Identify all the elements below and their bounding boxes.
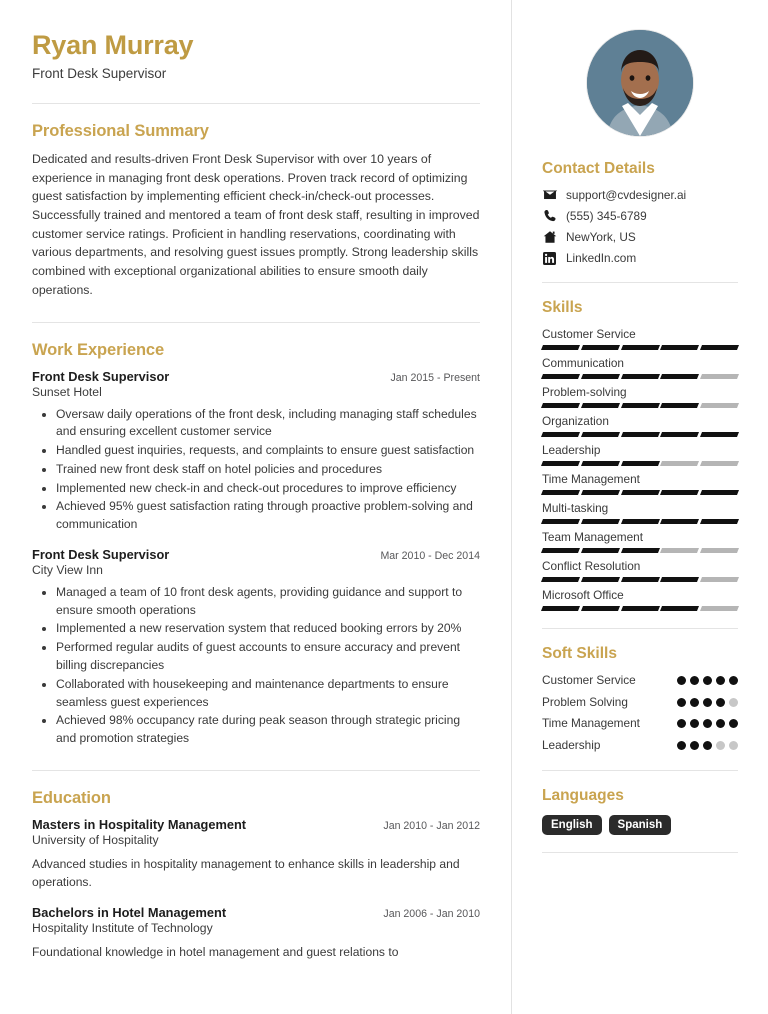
sidebar	[512, 0, 768, 1014]
section-education	[32, 789, 480, 962]
skill-segment	[581, 490, 620, 495]
skill-segment	[621, 548, 660, 553]
section-work-experience	[32, 341, 480, 748]
job-bullet: • Implemented new check-in and check-out procedures to improve efficiency	[56, 480, 480, 498]
skill-segment	[541, 519, 580, 524]
skill-segment	[700, 374, 739, 379]
soft-skill-item	[542, 695, 738, 710]
skill-bar	[542, 490, 738, 495]
rating-dot	[716, 698, 725, 707]
education-header	[32, 905, 480, 920]
skill-segment	[700, 490, 739, 495]
skill-segment	[541, 432, 580, 437]
divider	[542, 852, 738, 853]
rating-dot	[729, 741, 738, 750]
divider	[32, 770, 480, 771]
skill-segment	[660, 403, 699, 408]
soft-skill-item	[542, 716, 738, 731]
skill-bar	[542, 519, 738, 524]
contact-list	[542, 188, 738, 265]
skill-segment	[581, 548, 620, 553]
skill-segment	[660, 461, 699, 466]
section-soft-skills	[542, 645, 738, 753]
contact-row[interactable]	[542, 188, 738, 202]
job-title: Front Desk Supervisor	[32, 368, 170, 384]
skill-segment	[660, 606, 699, 611]
job-bullet: • Achieved 98% occupancy rate during peak season through strategic pricing and promotion strategies	[56, 712, 480, 748]
skill-label: Conflict Resolution	[542, 559, 641, 573]
rating-dot	[690, 719, 699, 728]
skill-segment	[581, 519, 620, 524]
skill-item	[542, 414, 738, 437]
skill-segment	[541, 548, 580, 553]
skill-item	[542, 443, 738, 466]
skill-label: Communication	[542, 356, 624, 370]
soft-skill-rating	[677, 719, 738, 728]
skill-label: Multi-tasking	[542, 501, 609, 515]
education-school: Hospitality Institute of Technology	[32, 921, 213, 936]
education-description: Advanced studies in hospitality management to enhance skills in leadership and operations.	[32, 856, 460, 889]
section-title-skills: Skills	[542, 299, 583, 316]
skill-bar	[542, 577, 738, 582]
page-title: Ryan Murray	[32, 30, 194, 60]
divider	[32, 322, 480, 323]
skill-item	[542, 559, 738, 582]
skill-item	[542, 501, 738, 524]
home-icon	[542, 230, 557, 244]
skill-label: Problem-solving	[542, 385, 627, 399]
skill-item	[542, 385, 738, 408]
skill-segment	[700, 403, 739, 408]
rating-dot	[677, 698, 686, 707]
job-bullets	[32, 584, 480, 748]
job-bullet: • Oversaw daily operations of the front desk, including managing staff schedules and ensuring excellent customer service	[56, 406, 480, 442]
job-organization: Sunset Hotel	[32, 384, 102, 399]
skill-segment	[621, 577, 660, 582]
rating-dot	[677, 676, 686, 685]
skill-segment	[541, 461, 580, 466]
job-list	[32, 369, 480, 748]
skill-label: Team Management	[542, 530, 643, 544]
section-title-education: Education	[32, 788, 111, 807]
skill-segment	[700, 577, 739, 582]
section-title-contact: Contact Details	[542, 160, 655, 177]
skill-segment	[621, 461, 660, 466]
skill-segment	[700, 606, 739, 611]
education-date: Jan 2010 - Jan 2012	[383, 819, 480, 832]
education-entry	[32, 905, 480, 962]
soft-skill-label: Customer Service	[542, 673, 636, 687]
soft-skill-rating	[677, 741, 738, 750]
job-date: Mar 2010 - Dec 2014	[380, 549, 480, 562]
rating-dot	[716, 676, 725, 685]
section-title-soft-skills: Soft Skills	[542, 645, 617, 662]
soft-skill-label: Leadership	[542, 738, 601, 753]
skill-segment	[660, 577, 699, 582]
avatar	[587, 30, 693, 136]
skill-segment	[621, 606, 660, 611]
education-header	[32, 817, 480, 832]
skill-item	[542, 530, 738, 553]
job-header	[32, 369, 480, 384]
skill-segment	[621, 519, 660, 524]
skill-bar	[542, 403, 738, 408]
section-title-languages: Languages	[542, 786, 624, 804]
soft-skill-item	[542, 673, 738, 688]
contact-row[interactable]	[542, 209, 738, 223]
divider	[542, 282, 738, 283]
contact-value: NewYork, US	[566, 230, 636, 244]
skill-segment	[660, 345, 699, 350]
rating-dot	[690, 698, 699, 707]
language-list	[542, 815, 738, 835]
rating-dot	[716, 719, 725, 728]
skill-segment	[581, 374, 620, 379]
education-list	[32, 817, 480, 962]
skill-segment	[541, 577, 580, 582]
job-entry	[32, 369, 480, 534]
rating-dot	[729, 676, 738, 685]
language-pill: Spanish	[609, 815, 672, 835]
rating-dot	[703, 719, 712, 728]
skill-item	[542, 588, 738, 611]
job-date: Jan 2015 - Present	[390, 371, 480, 384]
skill-segment	[541, 403, 580, 408]
envelope-icon	[542, 188, 557, 202]
skill-segment	[541, 374, 580, 379]
skill-segment	[700, 519, 739, 524]
column-divider	[511, 0, 512, 1014]
education-school: University of Hospitality	[32, 832, 159, 847]
job-entry	[32, 547, 480, 748]
skill-label: Time Management	[542, 472, 640, 486]
education-description: Foundational knowledge in hotel management and guest relations to	[32, 945, 399, 960]
job-bullets	[32, 406, 480, 534]
skill-segment	[700, 345, 739, 350]
section-professional-summary	[32, 122, 480, 300]
divider	[542, 628, 738, 629]
soft-skill-rating	[677, 698, 738, 707]
skill-bar	[542, 461, 738, 466]
skill-label: Customer Service	[542, 327, 636, 341]
job-bullet: • Collaborated with housekeeping and maintenance departments to ensure seamless guest experiences	[56, 676, 480, 712]
divider	[32, 103, 480, 104]
skill-segment	[541, 606, 580, 611]
soft-skill-list	[542, 673, 738, 753]
section-title-summary: Professional Summary	[32, 122, 209, 141]
rating-dot	[677, 741, 686, 750]
job-header	[32, 547, 480, 562]
skill-segment	[581, 403, 620, 408]
rating-dot	[690, 741, 699, 750]
skill-segment	[581, 577, 620, 582]
skill-bar	[542, 548, 738, 553]
skill-segment	[660, 490, 699, 495]
skill-bar	[542, 606, 738, 611]
skill-segment	[541, 490, 580, 495]
job-bullet: • Managed a team of 10 front desk agents, providing guidance and support to ensure smooth operations	[56, 584, 480, 620]
skill-label: Leadership	[542, 443, 601, 457]
contact-row[interactable]	[542, 230, 738, 244]
skill-bar	[542, 374, 738, 379]
section-languages	[542, 787, 738, 835]
skill-segment	[541, 345, 580, 350]
skill-segment	[581, 606, 620, 611]
header-block	[32, 30, 480, 81]
skill-segment	[621, 374, 660, 379]
rating-dot	[703, 676, 712, 685]
rating-dot	[703, 741, 712, 750]
contact-value: LinkedIn.com	[566, 251, 637, 265]
skill-segment	[660, 374, 699, 379]
job-bullet: • Implemented a new reservation system that reduced booking errors by 20%	[56, 620, 480, 638]
education-degree: Masters in Hospitality Management	[32, 816, 247, 832]
job-bullet: • Trained new front desk staff on hotel policies and procedures	[56, 461, 480, 479]
section-contact-details	[542, 160, 738, 265]
soft-skill-item	[542, 738, 738, 753]
summary-text: Dedicated and results-driven Front Desk Supervisor with over 10 years of experience in managing front desk operations. Proven track record of optimizing guest satisfaction by implementing efficient check-in/check-out processes. Successfully trained and mentored a team of front desk staff, resulting in improved customer service ratings. Proficient in handling reservations, coordinating with various departments, and resolving guest issues promptly. Strong leadership skills combined with exceptional organizational abilities to ensure smooth daily operations.	[32, 152, 480, 297]
rating-dot	[729, 719, 738, 728]
avatar-wrapper	[542, 30, 738, 136]
skill-segment	[581, 345, 620, 350]
skill-segment	[621, 490, 660, 495]
rating-dot	[703, 698, 712, 707]
language-pill: English	[542, 815, 602, 835]
skill-label: Microsoft Office	[542, 588, 624, 602]
section-title-work: Work Experience	[32, 340, 165, 359]
skill-label: Organization	[542, 414, 609, 428]
rating-dot	[690, 676, 699, 685]
rating-dot	[716, 741, 725, 750]
skill-segment	[621, 432, 660, 437]
skill-segment	[581, 432, 620, 437]
header-role: Front Desk Supervisor	[32, 66, 167, 82]
education-degree: Bachelors in Hotel Management	[32, 905, 227, 921]
education-date: Jan 2006 - Jan 2010	[383, 908, 480, 921]
skill-item	[542, 356, 738, 379]
education-entry	[32, 817, 480, 892]
skill-list	[542, 327, 738, 611]
skill-segment	[700, 432, 739, 437]
skill-segment	[660, 548, 699, 553]
job-title: Front Desk Supervisor	[32, 546, 170, 562]
rating-dot	[729, 698, 738, 707]
contact-value: support@cvdesigner.ai	[566, 188, 687, 202]
skill-item	[542, 327, 738, 350]
avatar-illustration	[587, 30, 693, 136]
skill-segment	[700, 461, 739, 466]
soft-skill-label: Time Management	[542, 716, 640, 731]
divider	[542, 770, 738, 771]
skill-segment	[660, 432, 699, 437]
skill-item	[542, 472, 738, 495]
skill-bar	[542, 432, 738, 437]
job-bullet: • Handled guest inquiries, requests, and complaints to ensure guest satisfaction	[56, 442, 480, 460]
skill-segment	[660, 519, 699, 524]
linkedin-icon	[542, 252, 557, 265]
skill-segment	[581, 461, 620, 466]
soft-skill-label: Problem Solving	[542, 694, 628, 709]
skill-segment	[621, 403, 660, 408]
rating-dot	[677, 719, 686, 728]
section-skills	[542, 299, 738, 611]
skill-segment	[621, 345, 660, 350]
skill-segment	[700, 548, 739, 553]
job-organization: City View Inn	[32, 562, 103, 577]
job-bullet: • Performed regular audits of guest accounts to ensure accuracy and prevent billing discrepancies	[56, 639, 480, 675]
phone-icon	[542, 209, 557, 223]
soft-skill-rating	[677, 676, 738, 685]
skill-bar	[542, 345, 738, 350]
contact-row[interactable]	[542, 251, 738, 265]
job-bullet: • Achieved 95% guest satisfaction rating through proactive problem-solving and communication	[56, 498, 480, 534]
contact-value: (555) 345-6789	[566, 209, 647, 223]
